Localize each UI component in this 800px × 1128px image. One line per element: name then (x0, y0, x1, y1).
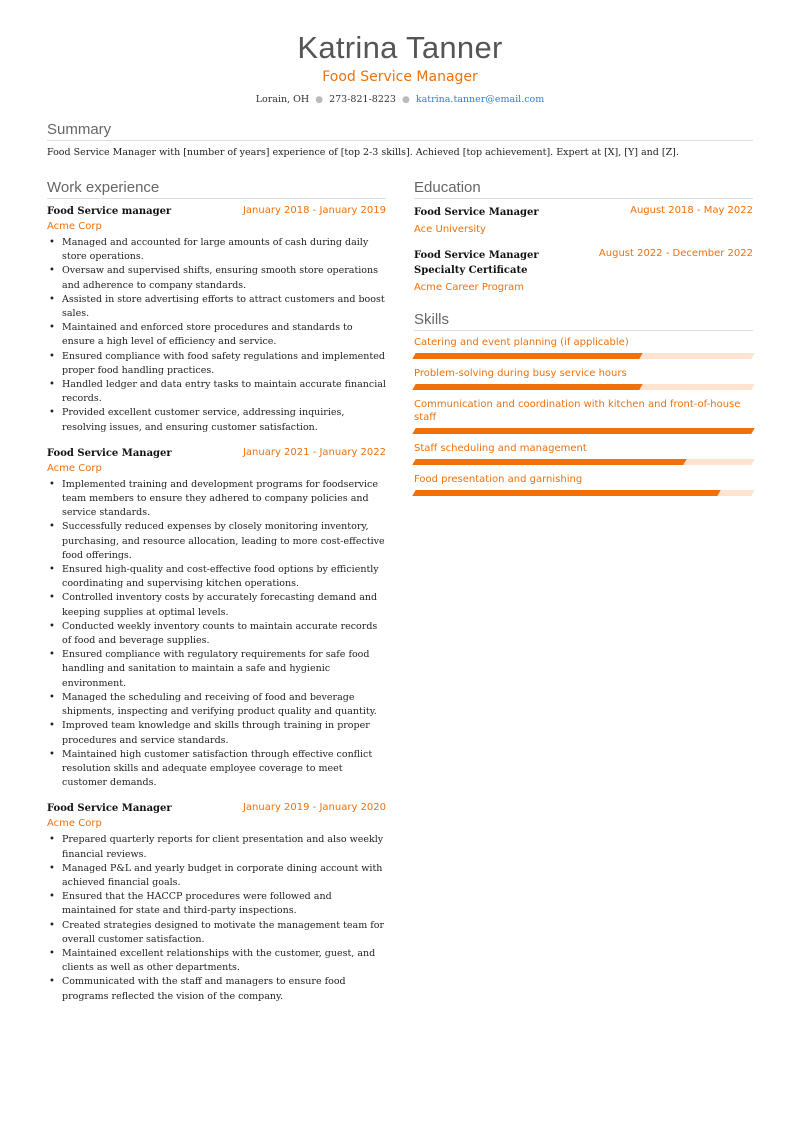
separator-dot-icon: ● (315, 95, 324, 105)
education-list (414, 205, 753, 293)
skill-entry (414, 398, 753, 434)
job-bullet: • Maintained excellent relationships with the customer, guest, and clients as well as other departments. (47, 947, 386, 975)
summary-title: Summary (47, 121, 753, 141)
job-dates: January 2021 - January 2022 (242, 446, 386, 458)
contact-location: Lorain, OH (255, 94, 310, 105)
education-section (414, 179, 753, 293)
skill-name: Food presentation and garnishing (414, 474, 583, 485)
job-header (47, 205, 386, 217)
job-bullet: • Controlled inventory costs by accurately forecasting demand and keeping supplies at optimal levels. (47, 591, 386, 619)
skill-level-bar (414, 459, 753, 465)
job-dates: January 2018 - January 2019 (242, 205, 386, 216)
education-header (414, 205, 753, 220)
job-bullet: • Managed the scheduling and receiving of food and beverage shipments, inspecting and verifying product quality and quantity. (47, 691, 386, 719)
job-dates: January 2019 - January 2020 (242, 802, 386, 814)
skill-level-bar (414, 490, 753, 496)
education-dates: August 2018 - May 2022 (630, 205, 753, 216)
job-bullet-list (47, 833, 386, 1003)
skill-level-fill (412, 428, 754, 434)
education-title: Education (414, 179, 753, 199)
job-bullet: • Provided excellent customer service, addressing inquiries, resolving issues, and ensuring customer satisfaction. (47, 406, 386, 434)
skill-level-fill (412, 459, 686, 465)
skills-title: Skills (414, 311, 753, 331)
skill-level-bar (414, 428, 753, 434)
job-company: Acme Corp (47, 462, 102, 474)
job-company: Acme Corp (47, 221, 102, 232)
job-title: Food Service Manager (47, 803, 172, 815)
skill-entry (414, 336, 753, 359)
job-bullet-list (47, 478, 386, 790)
job-company: Acme Corp (47, 818, 102, 830)
contact-line (0, 94, 800, 105)
job-bullet: • Handled ledger and data entry tasks to maintain accurate financial records. (47, 378, 386, 406)
education-entry (414, 205, 753, 235)
job-header (47, 802, 386, 814)
education-school: Acme Career Program (414, 282, 525, 293)
job-bullet: • Maintained and enforced store procedures and standards to ensure a high level of efficiency and service. (47, 321, 386, 349)
job-bullet: • Managed P&L and yearly budget in corporate dining account with achieved financial goals. (47, 862, 386, 890)
education-school: Ace University (414, 224, 486, 235)
skill-level-fill (412, 490, 720, 496)
skill-entry (414, 442, 753, 465)
job-bullet-list (47, 236, 386, 435)
summary-text: Food Service Manager with [number of years] experience of [top 2-3 skills]. Achieved [top achievement]. Expert at [X], [Y] and [Z]. (47, 147, 679, 158)
job-bullet: • Oversaw and supervised shifts, ensuring smooth store operations and adherence to company standards. (47, 264, 386, 292)
right-column (414, 179, 753, 504)
work-experience-title: Work experience (47, 179, 386, 199)
skills-list (414, 336, 753, 496)
job-bullet: • Improved team knowledge and skills through training in proper procedures and service standards. (47, 719, 386, 747)
skill-name: Communication and coordination with kitchen and front-of-house staff (414, 399, 741, 423)
work-experience-section (47, 179, 386, 1004)
skill-entry (414, 367, 753, 390)
job-bullet: • Ensured high-quality and cost-effective food options by efficiently coordinating and supervising kitchen operations. (47, 563, 386, 591)
skill-level-bar (414, 384, 753, 390)
separator-dot-icon: ● (401, 95, 410, 105)
skill-name: Catering and event planning (if applicable) (414, 337, 629, 348)
job-bullet: • Communicated with the staff and managers to ensure food programs reflected the vision of the company. (47, 975, 386, 1003)
job-bullet: • Ensured compliance with food safety regulations and implemented proper food handling practices. (47, 350, 386, 378)
job-bullet: • Implemented training and development programs for foodservice team members to ensure they adhered to company policies and service standards. (47, 478, 386, 521)
education-dates: August 2022 - December 2022 (598, 248, 753, 259)
job-list (47, 205, 386, 1004)
job-header (47, 447, 386, 459)
job-bullet: • Managed and accounted for large amounts of cash during daily store operations. (47, 236, 386, 264)
job-bullet: • Ensured compliance with regulatory requirements for safe food handling and sanitation to maintain a safe and hygienic environment. (47, 648, 386, 691)
skill-entry (414, 473, 753, 496)
contact-phone: 273-821-8223 (329, 94, 396, 105)
education-degree: Food Service Manager Specialty Certificate (414, 250, 539, 276)
job-bullet: • Ensured that the HACCP procedures were followed and maintained for state and third-party inspections. (47, 890, 386, 918)
education-header (414, 248, 753, 278)
job-bullet: • Prepared quarterly reports for client presentation and also weekly financial reviews. (47, 833, 386, 861)
education-entry (414, 248, 753, 293)
job-bullet: • Conducted weekly inventory counts to maintain accurate records of food and beverage supplies. (47, 620, 386, 648)
job-title: Food Service Manager (47, 447, 172, 459)
contact-email-link[interactable]: katrina.tanner@email.com (415, 94, 545, 105)
job-bullet: • Assisted in store advertising efforts to attract customers and boost sales. (47, 293, 386, 321)
skill-name: Staff scheduling and management (414, 443, 587, 454)
candidate-role: Food Service Manager (322, 69, 478, 85)
job-entry (47, 802, 386, 1003)
skill-level-fill (412, 353, 642, 359)
job-entry (47, 205, 386, 435)
summary-section (47, 121, 753, 158)
job-bullet: • Successfully reduced expenses by closely monitoring inventory, purchasing, and resource allocation, leading to more cost-effective food offerings. (47, 520, 386, 563)
job-bullet: • Maintained high customer satisfaction through effective conflict resolution skills and adequate employee coverage to meet customer demands. (47, 748, 386, 791)
job-bullet: • Created strategies designed to motivate the management team for overall customer satisfaction. (47, 919, 386, 947)
education-degree: Food Service Manager (414, 207, 539, 218)
skill-level-bar (414, 353, 753, 359)
skills-section (414, 311, 753, 496)
skill-name: Problem-solving during busy service hours (414, 368, 627, 379)
skill-level-fill (412, 384, 642, 390)
candidate-name: Katrina Tanner (297, 30, 503, 65)
job-entry (47, 447, 386, 790)
job-title: Food Service manager (47, 206, 172, 217)
